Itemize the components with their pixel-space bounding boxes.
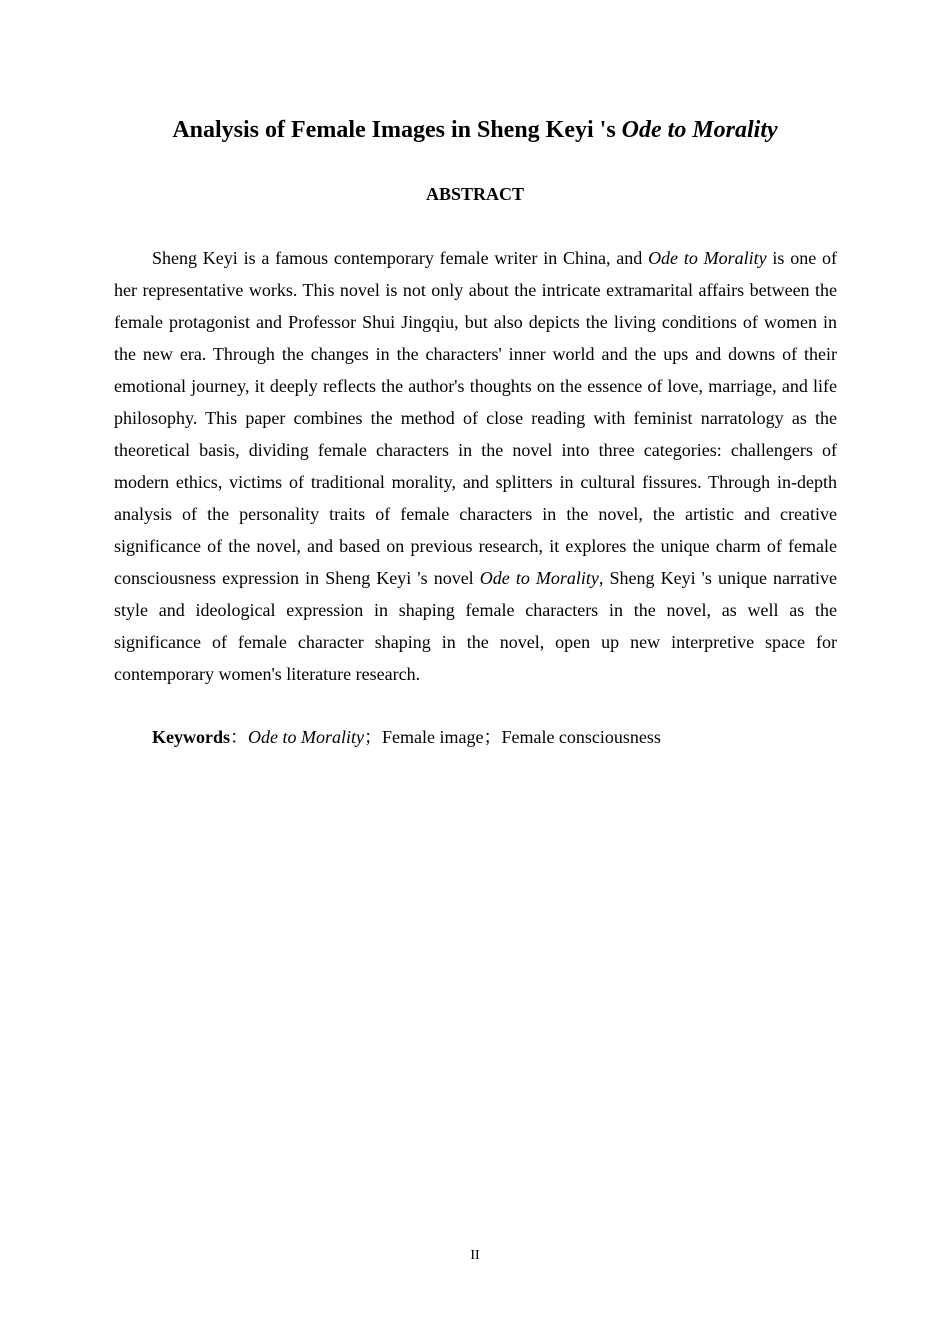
keywords-label: Keywords (152, 727, 230, 747)
abstract-text-1: Sheng Keyi is a famous contemporary female writer in China, and (152, 248, 649, 268)
page-title (0, 112, 950, 148)
abstract-work-name-2: Ode to Morality (479, 568, 599, 588)
title-text: Analysis of Female Images in Sheng Keyi 's (172, 117, 622, 143)
keyword-item: Ode to Morality (248, 727, 364, 747)
keywords-label-separator: ： (230, 727, 248, 747)
abstract-paragraph (114, 242, 837, 690)
page-number: II (470, 1248, 480, 1263)
abstract-text-2: is one of her representative works. This novel is not only about the intricate extramarital affairs between the female protagonist and Professor Shui Jingqiu, but also depicts the living conditions of women in the new era. Through the changes in the characters' inner world and the ups and downs of their emotional journey, it deeply reflects the author's thoughts on the essence of love, marriage, and life philosophy. This paper combines the method of close reading with feminist narratology as the theoretical basis, dividing female characters in the novel into three categories: challengers of modern ethics, victims of traditional morality, and splitters in cultural fissures. Through in-depth analysis of the personality traits of female characters in the novel, the artistic and creative significance of the novel, and based on previous research, it explores the unique charm of female consciousness expression in Sheng Keyi 's novel (114, 248, 837, 588)
keyword-item: Female image (381, 727, 484, 747)
abstract-text-3: , Sheng Keyi 's unique narrative style and ideological expression in shaping female characters in the novel, as well as the significance of female character shaping in the novel, open up new interpretive space for contemporary women's literature research. (114, 568, 838, 684)
keyword-separator: ； (483, 727, 502, 747)
abstract-work-name-1: Ode to Morality (648, 248, 767, 268)
title-work-name: Ode to Morality (621, 117, 778, 143)
keywords-line (152, 721, 837, 753)
keyword-separator: ； (363, 727, 382, 747)
abstract-heading: ABSTRACT (425, 184, 525, 204)
keyword-item: Female consciousness (501, 727, 661, 747)
